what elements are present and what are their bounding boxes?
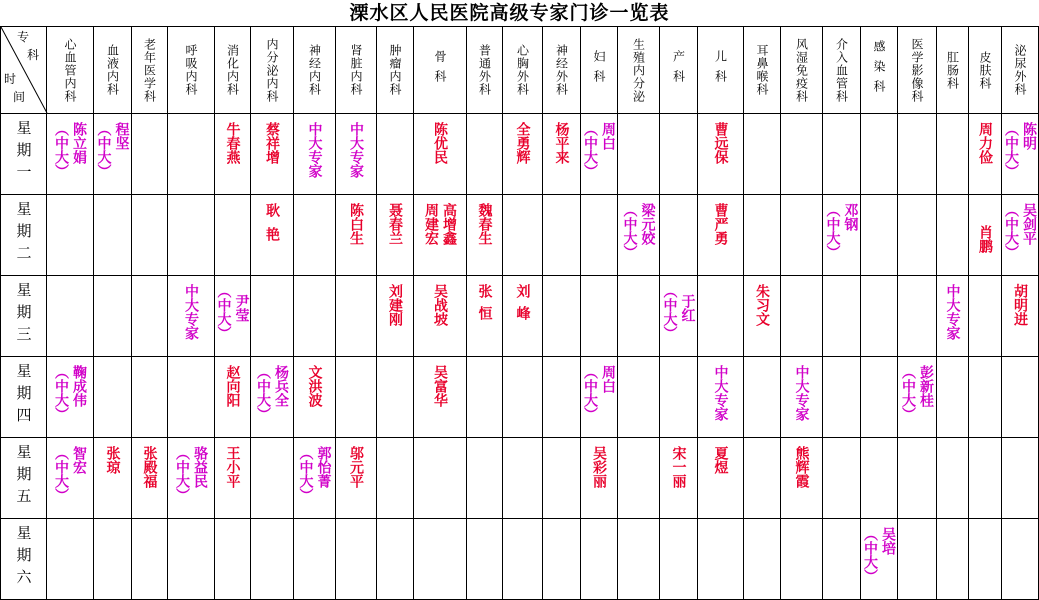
schedule-cell — [47, 276, 94, 357]
doctor-name: 邬元平 — [348, 446, 364, 488]
note: （中大） — [1003, 122, 1019, 178]
doctor-name: 张殿福 — [141, 446, 158, 488]
dept-header — [823, 27, 861, 114]
schedule-cell — [744, 195, 781, 276]
schedule-cell — [168, 195, 215, 276]
schedule-cell — [823, 357, 861, 438]
dept-label: 皮肤科 — [978, 50, 992, 90]
schedule-cell — [94, 276, 132, 357]
dept-header — [336, 27, 377, 114]
schedule-cell — [251, 276, 294, 357]
dept-header — [414, 27, 467, 114]
doctor-name: 周白 — [600, 365, 616, 393]
dept-label: 妇科 — [592, 50, 606, 90]
schedule-cell — [781, 438, 823, 519]
dept-label: 普通外科 — [477, 44, 492, 96]
corner-shi: 时 — [4, 72, 17, 86]
doctor-name: 陈白生 — [348, 203, 364, 245]
note: （中大） — [862, 527, 878, 583]
schedule-cell — [414, 114, 467, 195]
schedule-cell — [823, 519, 861, 600]
schedule-cell — [94, 438, 132, 519]
schedule-cell — [503, 357, 543, 438]
schedule-cell — [660, 195, 698, 276]
day-label: 星期六 — [14, 525, 33, 591]
schedule-cell — [660, 519, 698, 600]
dept-header — [618, 27, 660, 114]
schedule-cell — [215, 195, 251, 276]
schedule-cell — [1002, 519, 1039, 600]
expert-label: 中大专家 — [944, 284, 961, 340]
schedule-cell — [823, 114, 861, 195]
dept-header — [377, 27, 414, 114]
dept-header — [861, 27, 898, 114]
schedule-cell — [94, 114, 132, 195]
dept-label: 老年医学科 — [142, 37, 157, 103]
doctor-name: 杨平来 — [553, 122, 570, 164]
schedule-cell — [969, 438, 1002, 519]
schedule-cell — [969, 357, 1002, 438]
schedule-cell — [414, 519, 467, 600]
schedule-cell — [898, 276, 937, 357]
schedule-cell — [414, 195, 467, 276]
expert-label: 中大专家 — [712, 365, 729, 421]
schedule-cell — [336, 276, 377, 357]
schedule-cell — [781, 195, 823, 276]
schedule-cell — [898, 114, 937, 195]
dept-label: 儿科 — [713, 50, 728, 90]
dept-header — [294, 27, 336, 114]
schedule-cell — [861, 519, 898, 600]
schedule-cell — [618, 195, 660, 276]
schedule-cell — [660, 114, 698, 195]
doctor-name: 刘建刚 — [387, 284, 403, 326]
doctor-name: 胡明进 — [1012, 284, 1028, 326]
schedule-cell — [132, 195, 168, 276]
schedule-cell — [336, 519, 377, 600]
schedule-cell — [937, 519, 969, 600]
doctor-name: 耿艳 — [264, 203, 280, 251]
schedule-cell — [1002, 357, 1039, 438]
schedule-cell — [781, 276, 823, 357]
schedule-cell — [781, 114, 823, 195]
doctor-name: 陈优民 — [432, 122, 448, 164]
doctor-name: 张琼 — [104, 446, 121, 474]
doctor-name: 曹远保 — [712, 122, 729, 164]
schedule-cell — [1002, 114, 1039, 195]
doctor-name: 文洪波 — [306, 365, 323, 407]
dept-header — [467, 27, 503, 114]
dept-label: 产科 — [671, 50, 686, 90]
schedule-cell — [377, 438, 414, 519]
dept-header — [251, 27, 294, 114]
row-friday — [1, 438, 1039, 519]
doctor-name: 智宏 — [71, 446, 87, 474]
schedule-cell — [215, 357, 251, 438]
schedule-cell — [47, 357, 94, 438]
doctor-name: 陈明 — [1021, 122, 1037, 150]
doctor-name: 鞠成伟 — [71, 365, 87, 407]
doctor-name: 聂春兰 — [387, 203, 403, 245]
schedule-cell — [937, 276, 969, 357]
doctor-name: 刘峰 — [514, 284, 531, 328]
schedule-cell — [168, 114, 215, 195]
doctor-name: 陈立娟 — [71, 122, 87, 164]
schedule-cell — [781, 357, 823, 438]
schedule-cell — [969, 114, 1002, 195]
schedule-cell — [898, 438, 937, 519]
schedule-cell — [543, 114, 581, 195]
schedule-cell — [823, 438, 861, 519]
schedule-cell — [336, 438, 377, 519]
dept-label: 消化内科 — [225, 44, 240, 96]
note: （中大） — [824, 203, 841, 259]
corner-zhuan: 专 — [17, 30, 30, 44]
dept-label: 神经外科 — [554, 44, 569, 96]
row-monday — [1, 114, 1039, 195]
doctor-name: 熊辉霞 — [793, 446, 810, 488]
note: （中大） — [215, 284, 232, 340]
schedule-cell — [861, 114, 898, 195]
doctor-name: 吴培 — [880, 527, 896, 555]
schedule-cell — [251, 357, 294, 438]
dept-header — [94, 27, 132, 114]
schedule-cell — [503, 114, 543, 195]
schedule-cell — [414, 357, 467, 438]
note: （中大） — [53, 446, 69, 502]
doctor-name: 梁元姣 — [639, 203, 656, 245]
doctor-name: 赵向阳 — [224, 365, 241, 407]
schedule-cell — [294, 357, 336, 438]
dept-label: 肾脏内科 — [349, 44, 363, 96]
day-label: 星期四 — [14, 363, 33, 429]
schedule-cell — [168, 519, 215, 600]
note: （中大） — [900, 365, 916, 421]
dept-label: 介入血管科 — [834, 37, 849, 103]
schedule-cell — [168, 276, 215, 357]
dept-header — [132, 27, 168, 114]
schedule-cell — [543, 276, 581, 357]
schedule-cell — [467, 357, 503, 438]
doctor-name: 高增鑫 — [441, 203, 457, 245]
schedule-cell — [94, 195, 132, 276]
schedule-cell — [618, 114, 660, 195]
schedule-cell — [132, 519, 168, 600]
dept-header — [898, 27, 937, 114]
doctor-name: 程坚 — [113, 122, 130, 150]
schedule-cell — [336, 114, 377, 195]
schedule-cell — [414, 438, 467, 519]
dept-header — [215, 27, 251, 114]
day-cell — [1, 114, 47, 195]
expert-label: 中大专家 — [348, 122, 364, 178]
schedule-cell — [294, 519, 336, 600]
schedule-cell — [969, 195, 1002, 276]
schedule-cell — [503, 519, 543, 600]
day-label: 星期五 — [14, 444, 33, 510]
schedule-cell — [660, 357, 698, 438]
schedule-cell — [823, 276, 861, 357]
dept-label: 肿瘤内科 — [388, 44, 402, 96]
schedule-cell — [251, 519, 294, 600]
doctor-name: 张恒 — [476, 284, 493, 328]
schedule-cell — [898, 195, 937, 276]
schedule-cell — [698, 438, 744, 519]
doctor-name: 郭怡菁 — [315, 446, 332, 488]
schedule-cell — [744, 519, 781, 600]
dept-label: 生殖内分泌 — [631, 37, 646, 103]
dept-header — [698, 27, 744, 114]
note: （中大） — [297, 446, 314, 502]
schedule-cell — [581, 276, 618, 357]
schedule-cell — [581, 519, 618, 600]
schedule-cell — [294, 276, 336, 357]
dept-label: 血液内科 — [105, 44, 120, 96]
schedule-cell — [377, 276, 414, 357]
day-cell — [1, 276, 47, 357]
schedule-cell — [698, 357, 744, 438]
dept-label: 心血管内科 — [63, 37, 77, 103]
doctor-name: 夏煜 — [712, 446, 729, 474]
day-cell — [1, 519, 47, 600]
doctor-name: 周建宏 — [423, 203, 439, 245]
schedule-cell — [132, 276, 168, 357]
schedule-cell — [1002, 195, 1039, 276]
doctor-name: 骆益民 — [192, 446, 208, 488]
schedule-cell — [898, 357, 937, 438]
day-label: 星期三 — [14, 282, 33, 348]
dept-label: 肛肠科 — [945, 50, 960, 90]
note: （中大） — [582, 122, 598, 178]
schedule-cell — [744, 276, 781, 357]
schedule-cell — [618, 357, 660, 438]
doctor-name: 杨兵全 — [273, 365, 289, 407]
schedule-cell — [47, 114, 94, 195]
schedule-cell — [618, 276, 660, 357]
doctor-name: 牛春燕 — [224, 122, 241, 164]
schedule-cell — [861, 195, 898, 276]
note: （中大） — [1003, 203, 1019, 259]
note: （中大） — [661, 284, 678, 340]
schedule-cell — [215, 276, 251, 357]
corner-cell — [1, 27, 47, 114]
schedule-cell — [336, 195, 377, 276]
schedule-cell — [503, 438, 543, 519]
schedule-cell — [132, 438, 168, 519]
doctor-name: 曹严勇 — [712, 203, 729, 245]
note: （中大） — [255, 365, 271, 421]
note: （中大） — [95, 122, 112, 178]
schedule-cell — [294, 195, 336, 276]
schedule-cell — [660, 276, 698, 357]
schedule-cell — [543, 357, 581, 438]
schedule-cell — [294, 114, 336, 195]
doctor-name: 肖鹏 — [977, 225, 993, 253]
note: （中大） — [53, 122, 69, 178]
schedule-cell — [251, 438, 294, 519]
schedule-cell — [898, 519, 937, 600]
note: （中大） — [621, 203, 638, 259]
schedule-cell — [467, 519, 503, 600]
schedule-cell — [1002, 276, 1039, 357]
schedule-cell — [215, 519, 251, 600]
schedule-cell — [969, 276, 1002, 357]
schedule-cell — [543, 438, 581, 519]
schedule-cell — [969, 519, 1002, 600]
schedule-cell — [937, 438, 969, 519]
dept-label: 泌尿外科 — [1013, 44, 1027, 96]
schedule-cell — [543, 519, 581, 600]
schedule-cell — [698, 195, 744, 276]
dept-label: 风湿免疫科 — [794, 37, 809, 103]
dept-label: 耳鼻喉科 — [755, 44, 769, 96]
dept-header — [744, 27, 781, 114]
doctor-name: 吴剑平 — [1021, 203, 1037, 245]
expert-label: 中大专家 — [306, 122, 323, 178]
doctor-name: 吴彩丽 — [591, 446, 607, 488]
dept-header — [781, 27, 823, 114]
schedule-cell — [377, 519, 414, 600]
doctor-name: 魏春生 — [476, 203, 493, 245]
schedule-cell — [581, 438, 618, 519]
note: （中大） — [53, 365, 69, 421]
schedule-cell — [377, 357, 414, 438]
schedule-cell — [467, 438, 503, 519]
doctor-name: 于红 — [679, 294, 696, 322]
schedule-cell — [937, 357, 969, 438]
day-label: 星期一 — [14, 120, 33, 186]
row-thursday — [1, 357, 1039, 438]
doctor-name: 宋一丽 — [670, 446, 687, 488]
schedule-cell — [698, 114, 744, 195]
dept-header — [937, 27, 969, 114]
dept-header — [503, 27, 543, 114]
schedule-cell — [581, 114, 618, 195]
schedule-cell — [168, 357, 215, 438]
schedule-cell — [698, 519, 744, 600]
schedule-cell — [618, 438, 660, 519]
doctor-name: 朱习文 — [754, 284, 770, 326]
schedule-cell — [467, 114, 503, 195]
header-row — [1, 27, 1039, 114]
schedule-cell — [132, 114, 168, 195]
schedule-cell — [581, 357, 618, 438]
note: （中大） — [174, 446, 190, 502]
schedule-cell — [503, 276, 543, 357]
dept-label: 心胸外科 — [515, 44, 530, 96]
schedule-cell — [744, 438, 781, 519]
note: （中大） — [582, 365, 598, 421]
schedule-cell — [215, 438, 251, 519]
schedule-cell — [168, 438, 215, 519]
schedule-cell — [377, 195, 414, 276]
dept-label: 神经内科 — [307, 44, 322, 96]
page-title: 溧水区人民医院高级专家门诊一览表 — [349, 2, 670, 24]
day-cell — [1, 357, 47, 438]
row-saturday — [1, 519, 1039, 600]
doctor-name: 全勇辉 — [514, 122, 531, 164]
schedule-cell — [861, 357, 898, 438]
schedule-cell — [377, 114, 414, 195]
dept-header — [543, 27, 581, 114]
schedule-cell — [467, 195, 503, 276]
doctor-name: 吴战坡 — [432, 284, 448, 326]
schedule-cell — [47, 195, 94, 276]
schedule-cell — [861, 276, 898, 357]
schedule-cell — [251, 114, 294, 195]
day-label: 星期二 — [14, 201, 33, 267]
schedule-cell — [215, 114, 251, 195]
schedule-cell — [47, 519, 94, 600]
schedule-cell — [937, 114, 969, 195]
row-wednesday — [1, 276, 1039, 357]
schedule-cell — [414, 276, 467, 357]
schedule-cell — [744, 357, 781, 438]
dept-label: 感染科 — [872, 40, 886, 100]
schedule-cell — [336, 357, 377, 438]
doctor-name: 周白 — [600, 122, 616, 150]
doctor-name: 王小平 — [224, 446, 241, 488]
schedule-cell — [937, 195, 969, 276]
day-cell — [1, 195, 47, 276]
dept-label: 呼吸内科 — [184, 44, 198, 96]
schedule-cell — [94, 519, 132, 600]
schedule-cell — [781, 519, 823, 600]
dept-header — [1002, 27, 1039, 114]
row-tuesday — [1, 195, 1039, 276]
doctor-name: 蔡祥增 — [264, 122, 280, 164]
doctor-name: 邓钢 — [842, 203, 859, 231]
doctor-name: 吴富华 — [432, 365, 448, 407]
schedule-cell — [467, 276, 503, 357]
schedule-cell — [543, 195, 581, 276]
doctor-name: 尹莹 — [233, 294, 250, 322]
schedule-cell — [823, 195, 861, 276]
dept-header — [581, 27, 618, 114]
dept-header — [47, 27, 94, 114]
schedule-cell — [861, 438, 898, 519]
doctor-name: 周力俭 — [977, 122, 993, 164]
corner-jian: 间 — [13, 90, 26, 104]
day-cell — [1, 438, 47, 519]
dept-header — [969, 27, 1002, 114]
schedule-table — [0, 26, 1039, 600]
schedule-cell — [251, 195, 294, 276]
dept-header — [660, 27, 698, 114]
expert-label: 中大专家 — [183, 284, 199, 340]
schedule-cell — [47, 438, 94, 519]
schedule-cell — [618, 519, 660, 600]
schedule-cell — [1002, 438, 1039, 519]
dept-header — [168, 27, 215, 114]
schedule-cell — [660, 438, 698, 519]
doctor-name: 彭新桂 — [918, 365, 934, 407]
schedule-cell — [581, 195, 618, 276]
corner-ke: 科 — [27, 48, 40, 62]
dept-label: 内分泌内科 — [265, 37, 279, 103]
schedule-cell — [698, 276, 744, 357]
dept-label: 骨科 — [433, 50, 447, 90]
schedule-cell — [94, 357, 132, 438]
schedule-cell — [132, 357, 168, 438]
expert-label: 中大专家 — [793, 365, 810, 421]
schedule-cell — [294, 438, 336, 519]
schedule-cell — [744, 114, 781, 195]
dept-label: 医学影像科 — [910, 37, 924, 103]
schedule-cell — [503, 195, 543, 276]
